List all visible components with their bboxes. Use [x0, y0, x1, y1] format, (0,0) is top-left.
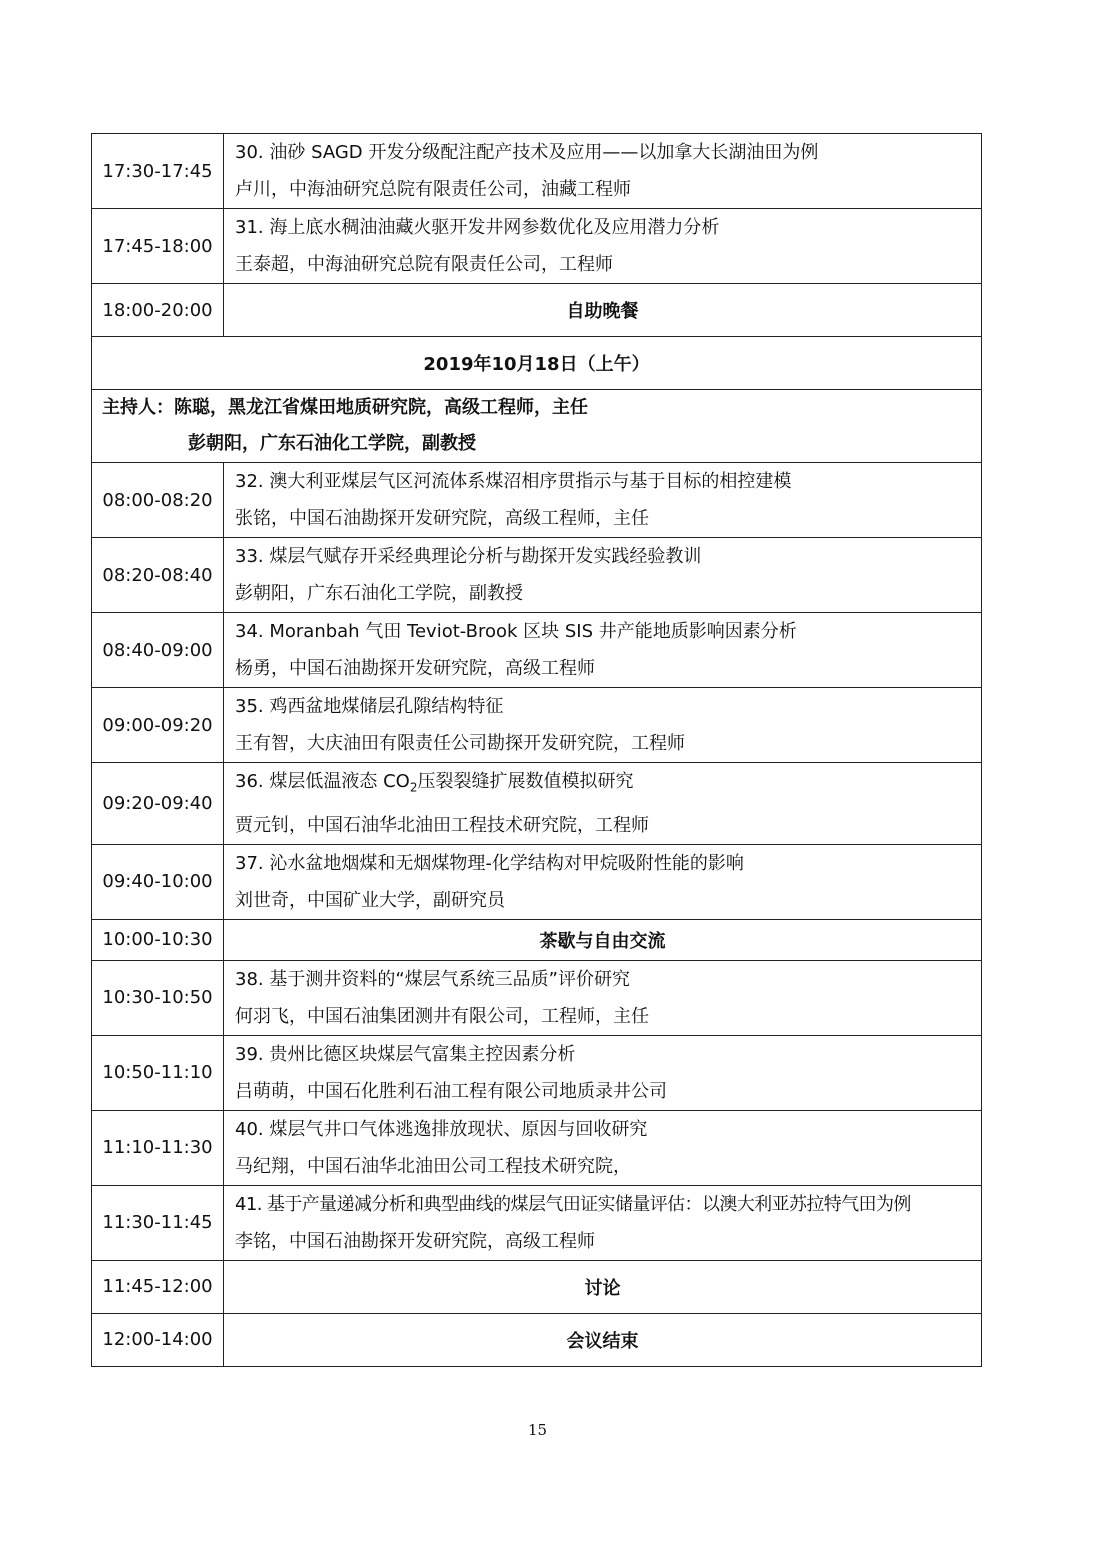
session-time: 08:20-08:40	[92, 538, 224, 613]
talk-title	[235, 763, 981, 807]
talk-title-part: 36. 煤层低温液态 CO	[235, 771, 410, 792]
table-row	[92, 538, 982, 613]
session-cell	[224, 538, 982, 613]
table-row-discussion	[92, 1260, 982, 1313]
talk-speaker: 王泰超，中海油研究总院有限责任公司，工程师	[235, 254, 613, 275]
talk-speaker: 张铭，中国石油勘探开发研究院，高级工程师，主任	[235, 508, 649, 529]
talk-title: 41. 基于产量递减分析和典型曲线的煤层气田证实储量评估：以澳大利亚苏拉特气田为例	[235, 1193, 911, 1215]
table-row	[92, 1185, 982, 1260]
talk-speaker: 杨勇，中国石油勘探开发研究院，高级工程师	[235, 658, 595, 679]
dinner-label: 自助晚餐	[224, 284, 982, 337]
talk-title: 30. 油砂 SAGD 开发分级配注配产技术及应用——以加拿大长湖油田为例	[235, 142, 819, 163]
table-row	[92, 960, 982, 1035]
date-header: 2019年10月18日（上午）	[92, 337, 982, 390]
discussion-time: 11:45-12:00	[92, 1260, 224, 1313]
closing-time: 12:00-14:00	[92, 1313, 224, 1366]
session-time: 09:20-09:40	[92, 763, 224, 845]
subscript-2: 2	[409, 780, 418, 795]
session-time: 11:30-11:45	[92, 1185, 224, 1260]
hosts-cell	[92, 390, 982, 463]
talk-title: 32. 澳大利亚煤层气区河流体系煤沼相序贯指示与基于目标的相控建模	[235, 471, 792, 492]
session-time: 10:50-11:10	[92, 1035, 224, 1110]
page-number: 15	[527, 1421, 548, 1439]
session-cell	[224, 1110, 982, 1185]
table-row	[92, 1035, 982, 1110]
talk-title: 34. Moranbah 气田 Teviot-Brook 区块 SIS 井产能地质影响因素分析	[235, 621, 797, 642]
talk-speaker: 李铭，中国石油勘探开发研究院，高级工程师	[235, 1230, 595, 1252]
talk-speaker: 刘世奇，中国矿业大学，副研究员	[235, 889, 505, 911]
session-time: 09:40-10:00	[92, 844, 224, 919]
session-cell	[224, 1185, 982, 1260]
discussion-label: 讨论	[224, 1260, 982, 1313]
table-row-dinner	[92, 284, 982, 337]
table-row	[92, 763, 982, 845]
table-row	[92, 613, 982, 688]
session-time: 08:00-08:20	[92, 463, 224, 538]
session-cell	[224, 763, 982, 845]
closing-label: 会议结束	[224, 1313, 982, 1366]
session-cell	[224, 463, 982, 538]
session-time: 11:10-11:30	[92, 1110, 224, 1185]
talk-title: 35. 鸡西盆地煤储层孔隙结构特征	[235, 696, 504, 717]
talk-title: 40. 煤层气井口气体逃逸排放现状、原因与回收研究	[235, 1118, 648, 1140]
talk-speaker: 彭朝阳，广东石油化工学院，副教授	[235, 583, 523, 604]
tea-label: 茶歇与自由交流	[224, 919, 982, 960]
table-row	[92, 1110, 982, 1185]
session-time: 10:30-10:50	[92, 960, 224, 1035]
talk-speaker: 卢川，中海油研究总院有限责任公司，油藏工程师	[235, 179, 631, 200]
table-row	[92, 463, 982, 538]
session-cell	[224, 1035, 982, 1110]
host-line-2: 彭朝阳，广东石油化工学院，副教授	[188, 433, 476, 454]
session-cell	[224, 134, 982, 209]
talk-speaker: 吕萌萌，中国石化胜利石油工程有限公司地质录井公司	[235, 1080, 667, 1102]
talk-speaker: 马纪翔，中国石油华北油田公司工程技术研究院，	[235, 1155, 631, 1177]
host-line-1: 主持人：陈聪，黑龙江省煤田地质研究院，高级工程师，主任	[102, 397, 588, 418]
talk-title-part: 压裂裂缝扩展数值模拟研究	[417, 771, 634, 792]
schedule-table	[91, 133, 982, 1367]
table-row	[92, 134, 982, 209]
dinner-time: 18:00-20:00	[92, 284, 224, 337]
table-row	[92, 209, 982, 284]
talk-title: 31. 海上底水稠油油藏火驱开发井网参数优化及应用潜力分析	[235, 217, 720, 238]
session-time: 09:00-09:20	[92, 688, 224, 763]
talk-speaker: 贾元钊，中国石油华北油田工程技术研究院，工程师	[235, 814, 649, 836]
tea-time: 10:00-10:30	[92, 919, 224, 960]
talk-title: 33. 煤层气赋存开采经典理论分析与勘探开发实践经验教训	[235, 546, 702, 567]
session-cell	[224, 688, 982, 763]
session-cell	[224, 613, 982, 688]
table-row-closing	[92, 1313, 982, 1366]
talk-title: 39. 贵州比德区块煤层气富集主控因素分析	[235, 1043, 576, 1065]
talk-speaker: 何羽飞，中国石油集团测井有限公司，工程师，主任	[235, 1005, 649, 1027]
session-cell	[224, 960, 982, 1035]
talk-title: 38. 基于测井资料的“煤层气系统三品质”评价研究	[235, 968, 630, 990]
session-cell	[224, 209, 982, 284]
table-row-tea	[92, 919, 982, 960]
session-time: 08:40-09:00	[92, 613, 224, 688]
table-row-hosts	[92, 390, 982, 463]
session-cell	[224, 844, 982, 919]
session-time: 17:30-17:45	[92, 134, 224, 209]
session-time: 17:45-18:00	[92, 209, 224, 284]
talk-speaker: 王有智，大庆油田有限责任公司勘探开发研究院，工程师	[235, 733, 685, 754]
table-row	[92, 688, 982, 763]
table-row-date	[92, 337, 982, 390]
table-row	[92, 844, 982, 919]
talk-title: 37. 沁水盆地烟煤和无烟煤物理-化学结构对甲烷吸附性能的影响	[235, 852, 744, 874]
